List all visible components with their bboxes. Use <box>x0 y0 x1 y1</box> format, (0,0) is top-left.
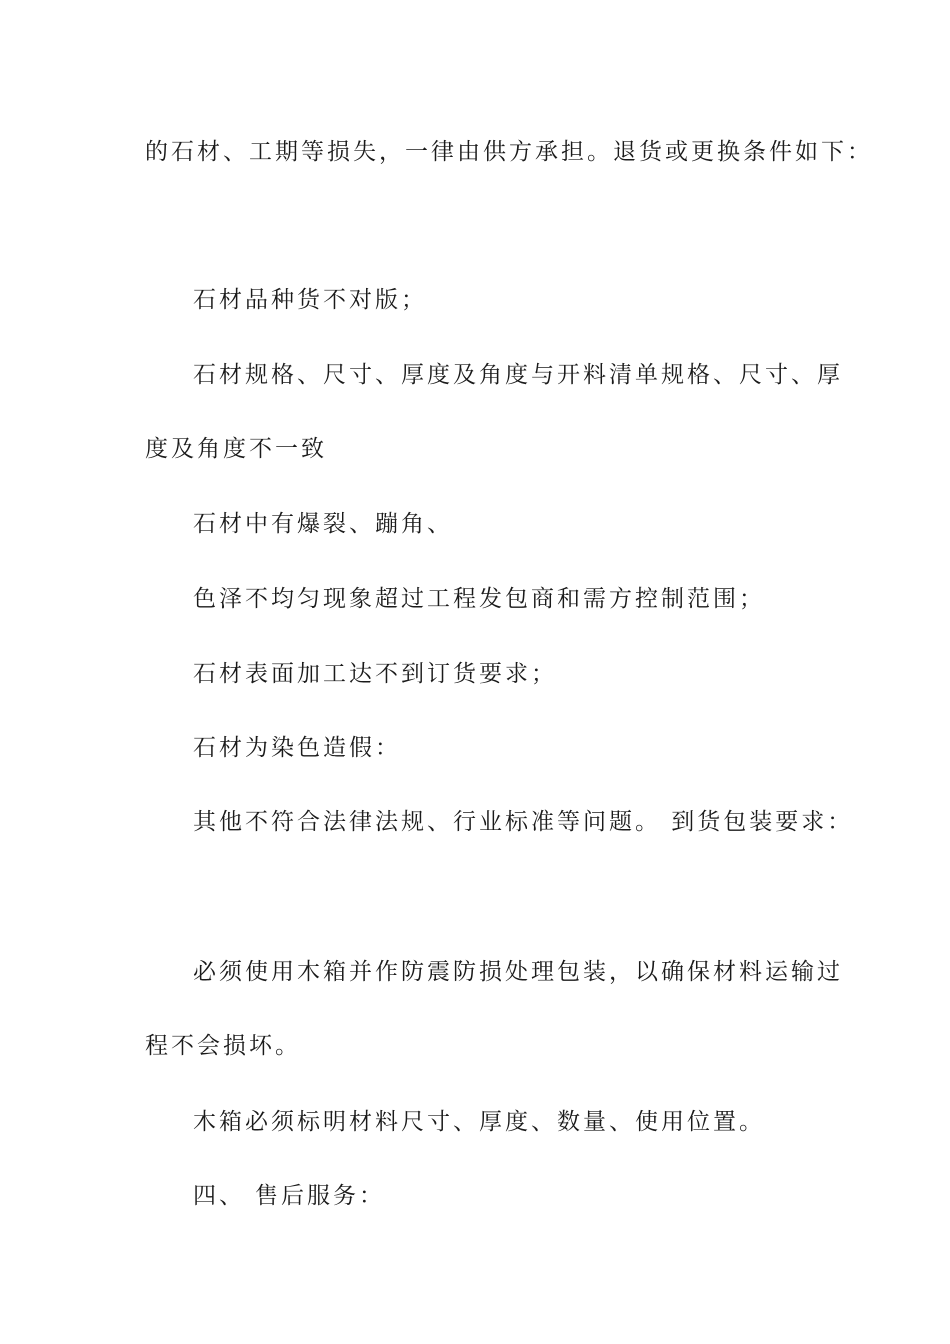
list-item: 石材中有爆裂、蹦角、 <box>193 511 453 537</box>
paragraph-continuation: 程不会损坏。 <box>145 1033 301 1059</box>
list-item: 石材品种货不对版； <box>193 287 427 313</box>
paragraph-line: 必须使用木箱并作防震防损处理包装，以确保材料运输过 <box>193 959 843 985</box>
list-item-continuation: 度及角度不一致 <box>145 436 327 462</box>
list-item: 石材表面加工达不到订货要求； <box>193 661 557 687</box>
list-item: 其他不符合法律法规、行业标准等问题。 到货包装要求： <box>193 809 854 835</box>
section-title: 售后服务： <box>255 1183 385 1209</box>
paragraph-line: 的石材、工期等损失，一律由供方承担。退货或更换条件如下： <box>145 139 873 165</box>
section-number: 四、 <box>193 1183 245 1209</box>
section-heading <box>193 1181 385 1211</box>
list-item: 石材规格、尺寸、厚度及角度与开料清单规格、尺寸、厚 <box>193 362 843 388</box>
list-item: 石材为染色造假： <box>193 735 401 761</box>
list-item: 色泽不均匀现象超过工程发包商和需方控制范围； <box>193 586 765 612</box>
paragraph-line: 木箱必须标明材料尺寸、厚度、数量、使用位置。 <box>193 1109 765 1135</box>
